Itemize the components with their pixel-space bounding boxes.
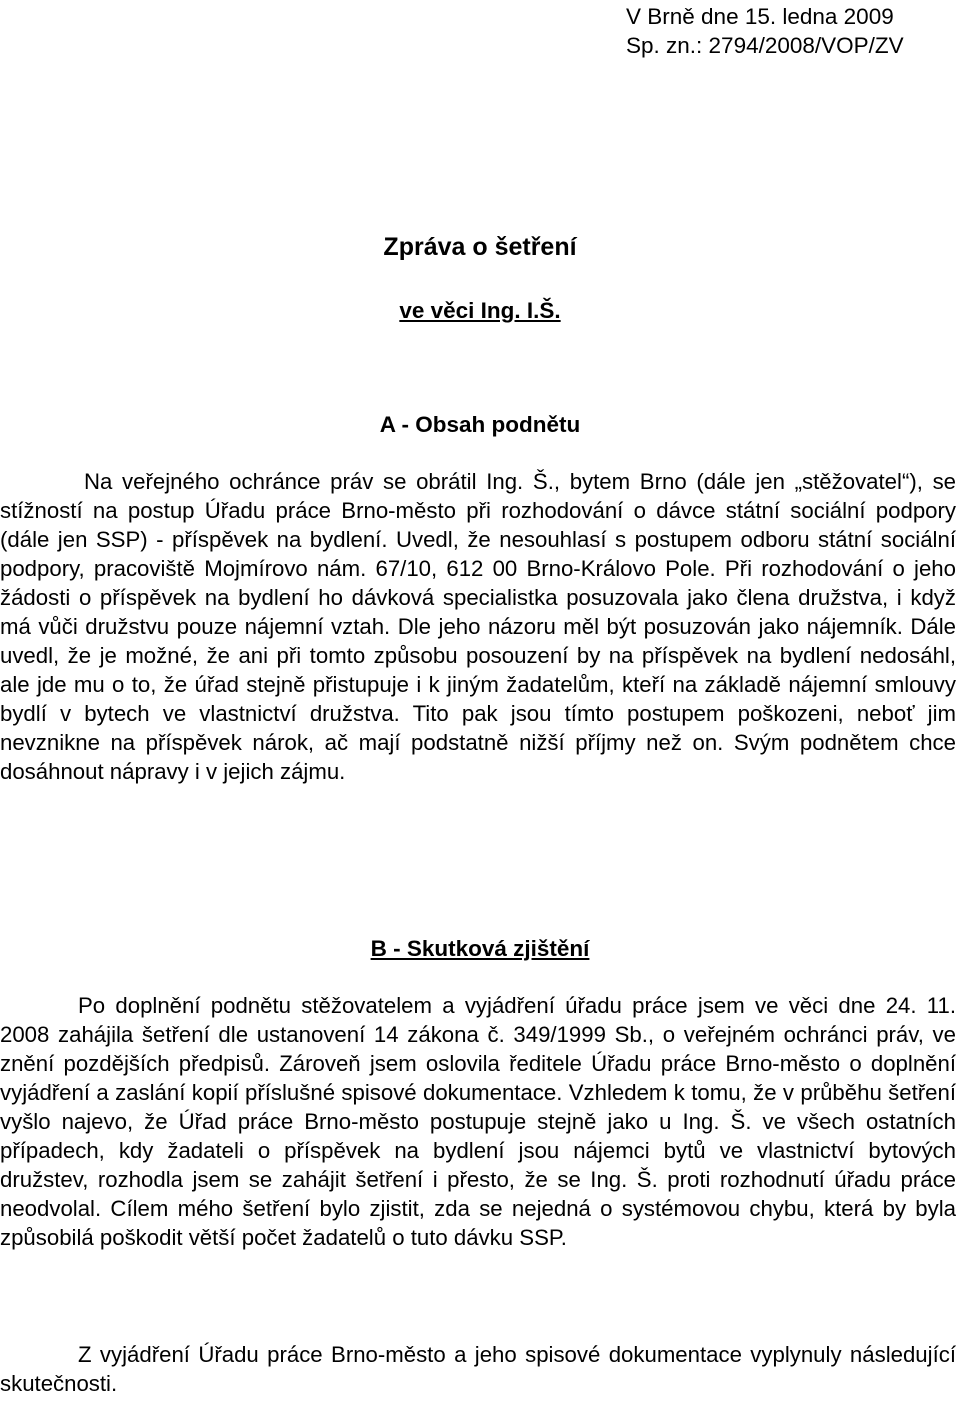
document-header bbox=[626, 2, 904, 60]
section-a-heading: A - Obsah podnětu bbox=[379, 412, 581, 437]
section-a-paragraph: Na veřejného ochránce práv se obrátil Ing. Š., bytem Brno (dále jen „stěžovatel“), se stížností na postup Úřadu práce Brno-město při rozhodování o dávce státní sociální podpory (dále jen SSP) - příspěvek na bydlení. Uvedl, že nesouhlasí s postupem odboru státní sociální podpory, pracoviště Mojmírovo nám. 67/10, 612 00 Brno-Královo Pole. Při rozhodování o jeho žádosti o příspěvek na bydlení ho dávková specialistka posuzovala jako člena družstva, i když má vůči družstvu pouze nájemní vztah. Dle jeho názoru měl být posuzován jako nájemník. Dále uvedl, že je možné, že ani při tomto způsobu posouzení by na příspěvek na bydlení nedosáhl, ale jde mu o to, že úřad stejně přistupuje i k jiným žadatelům, kteří na základě nájemní smlouvy bydlí v bytech ve vlastnictví družstva. Tito pak jsou tímto postupem poškozeni, neboť jim nevznikne na příspěvek nárok, ač mají podstatně nižší příjmy než on. Svým podnětem chce dosáhnout nápravy i v jejich zájmu. bbox=[0, 469, 956, 784]
section-b-heading: B - Skutková zjištění bbox=[370, 936, 590, 961]
document-subject: ve věci Ing. I.Š. bbox=[399, 298, 561, 323]
section-b-paragraph-2: Z vyjádření Úřadu práce Brno-město a jeho spisové dokumentace vyplynuly následující skutečnosti. bbox=[0, 1342, 956, 1396]
reference-number: Sp. zn.: 2794/2008/VOP/ZV bbox=[626, 33, 904, 58]
document-title: Zpráva o šetření bbox=[383, 233, 577, 261]
section-b-paragraph-1: Po doplnění podnětu stěžovatelem a vyjádření úřadu práce jsem ve věci dne 24. 11. 2008 zahájila šetření dle ustanovení 14 zákona č. 349/1999 Sb., o veřejném ochránci práv, ve znění pozdějších předpisů. Zároveň jsem oslovila ředitele Úřadu práce Brno-město o doplnění vyjádření a zaslání kopií příslušné spisové dokumentace. Vzhledem k tomu, že v průběhu šetření vyšlo najevo, že Úřad práce Brno-město postupuje stejně jako u Ing. Š. ve všech ostatních případech, kdy žadateli o příspěvek na bydlení jsou nájemci bytů ve vlastnictví bytových družstev, rozhodla jsem se zahájit šetření i přesto, že se Ing. Š. proti rozhodnutí úřadu práce neodvolal. Cílem mého šetření bylo zjistit, zda se nejedná o systémovou chybu, která by byla způsobilá poškodit větší počet žadatelů o tuto dávku SSP. bbox=[0, 993, 956, 1250]
date-line: V Brně dne 15. ledna 2009 bbox=[626, 4, 894, 29]
